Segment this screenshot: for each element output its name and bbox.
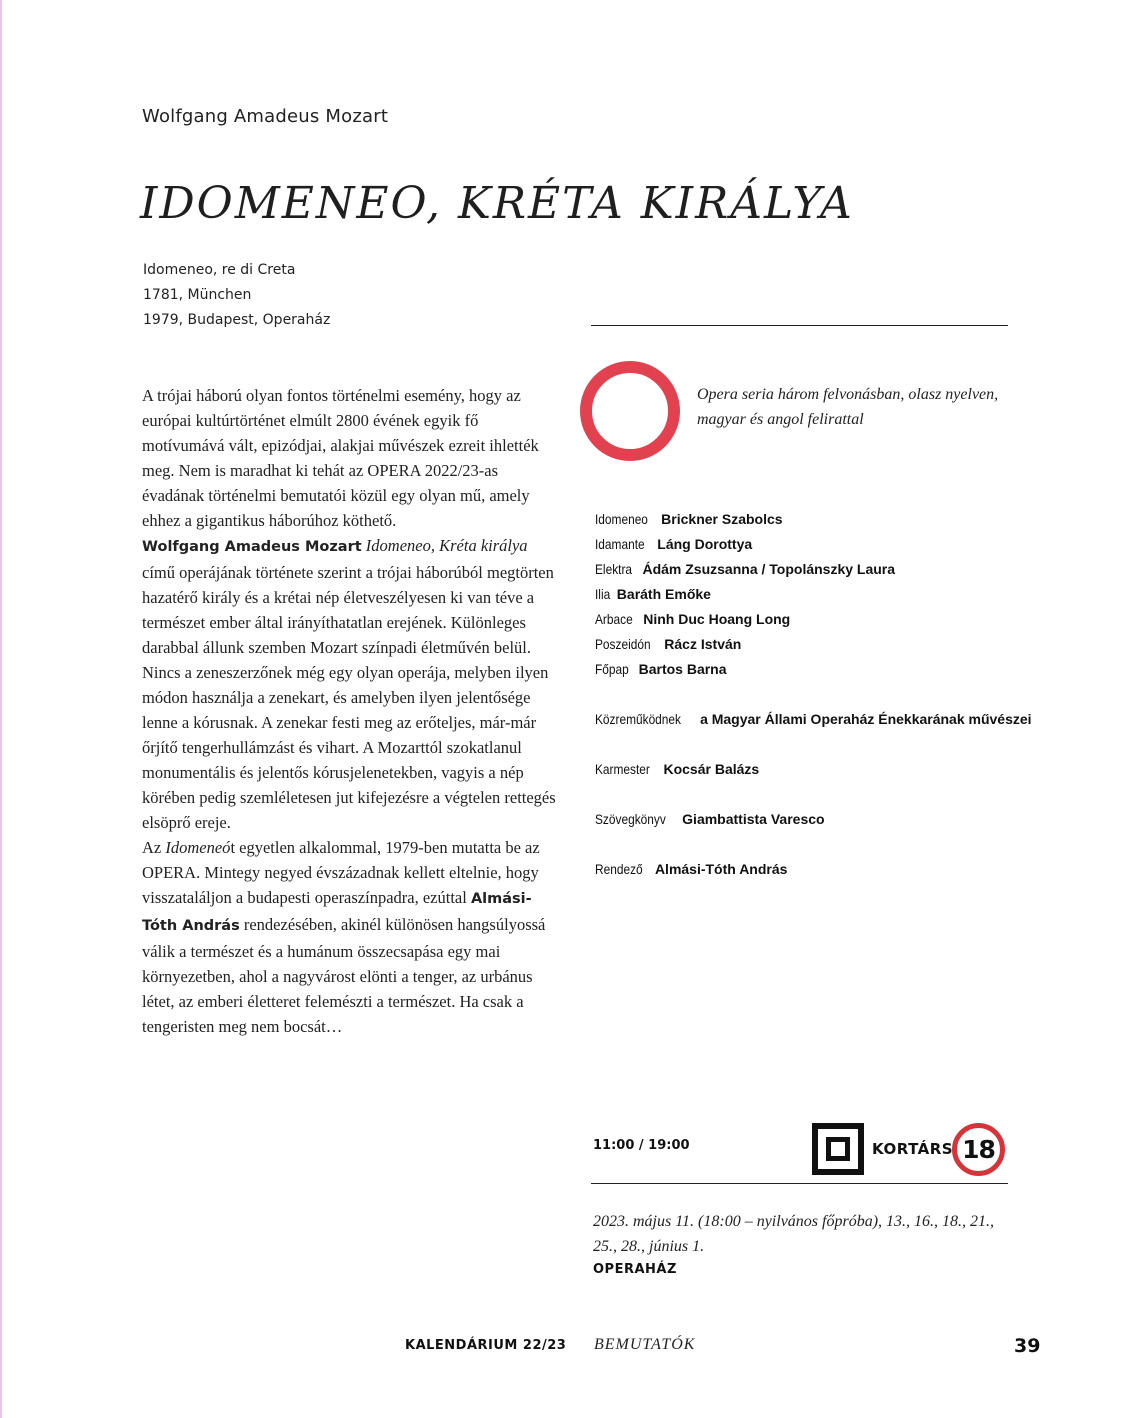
footer-calendar: KALENDÁRIUM 22/23 [405, 1338, 567, 1353]
performance-dates: 2023. május 11. (18:00 – nyilvános főpróba), 13., 16., 18., 21., 25., 28., június 1. [593, 1213, 995, 1255]
page-title: IDOMENEO, KRÉTA KIRÁLYA [140, 178, 854, 229]
credit-row [595, 857, 1032, 882]
venue: OPERAHÁZ [593, 1262, 677, 1277]
production-meta [143, 258, 330, 333]
opera-ring-icon [580, 361, 680, 461]
paragraph-3-start: Az [142, 838, 162, 857]
paragraph-1: A trójai háború olyan fontos történelmi esemény, hogy az európai kultúrtörténet elmúlt 2800 évének egyik fő motívumává vált, epizódjai, alakjai művészek ezreit ihlették meg. Nem is maradhat ki tehát az OPERA 2022/23-as évadának történelmi bemutatói közül egy olyan mű, amely ehhez a gigantikus háborúhoz köthető. [142, 386, 539, 530]
cast-role: Arbace [595, 611, 633, 627]
paragraph-3-text: t egyetlen alkalommal, 1979-ben mutatta be az OPERA. Mintegy negyed évszázadnak kellett eltelnie, hogy visszataláljon a budapesti operaszínpadra, ezúttal [142, 838, 540, 907]
age-rating-badge: 18 [952, 1123, 1005, 1176]
director-bold: Almási-Tóth András [142, 891, 532, 934]
genre-description: Opera seria három felvonásban, olasz nyelven, magyar és angol felirattal [697, 386, 999, 428]
kortars-inner-square [826, 1137, 850, 1161]
performance-times: 11:00 / 19:00 [593, 1138, 690, 1153]
cast-role: Idamante [595, 536, 645, 552]
series-label: KORTÁRS [872, 1140, 954, 1158]
page-edge [0, 0, 2, 1418]
budapest-premiere: 1979, Budapest, Operaház [143, 312, 331, 328]
work-title-italic: Idomeneo, Kréta királya [365, 536, 528, 555]
cast-role: Elektra [595, 561, 633, 577]
cast-row [595, 632, 1032, 657]
paragraph-3 [142, 835, 562, 1039]
credit-name: Giambattista Varesco [682, 811, 825, 827]
composer-name: Wolfgang Amadeus Mozart [142, 106, 389, 127]
kortars-square-icon [812, 1123, 864, 1175]
credit-role: Rendező [595, 861, 643, 877]
composer-bold: Wolfgang Amadeus Mozart [142, 539, 362, 555]
cast-role: Idomeneo [595, 511, 648, 527]
cast-role: Poszeidón [595, 636, 651, 652]
paragraph-2-text: című operájának története szerint a trójai háborúból megtörten hazatérő király és a krétai nép életveszélyesen ki van téve a természet ember által irányíthatatlan erejének. Különleges darabbal állunk szemben Mozart színpadi életművén belül. Nincs a zeneszerzőnek még egy olyan operája, melyben ilyen módon használja a zenekart, és amelyben ilyen jelentősége lenne a kórusnak. A zenekar festi meg az erőteljes, már-már őrjítő tengerhullámzást és vihart. A Mozarttól szokatlanul monumentális és jelentős kórusjelenetekben, vagyis a nép körében pedig szemléletesen jut kifejezésre a végtelen rettegés elsöprő ereje. [142, 563, 556, 832]
cast-name: Ádám Zsuzsanna / Topolánszky Laura [642, 561, 896, 577]
credit-name: Almási-Tóth András [654, 861, 788, 877]
cast-name: Rácz István [664, 636, 742, 652]
credit-row [595, 757, 1032, 782]
credit-role: Karmester [595, 761, 650, 777]
idomeneo-italic: Idomeneó [165, 838, 231, 857]
cast-row [595, 582, 1032, 607]
paragraph-2 [142, 533, 562, 835]
credit-role: Szövegkönyv [595, 811, 666, 827]
footer-section: BEMUTATÓK [594, 1336, 696, 1353]
credit-row [595, 807, 1032, 832]
cast-name: Bartos Barna [638, 661, 727, 677]
credit-row [595, 707, 1032, 732]
cast-row [595, 607, 1032, 632]
cast-row [595, 532, 1032, 557]
divider-top [591, 325, 1008, 326]
cast-list [595, 507, 1032, 882]
cast-row [595, 657, 1032, 682]
credit-role: Közreműködnek [595, 711, 681, 727]
credit-name: Kocsár Balázs [663, 761, 760, 777]
cast-name: Brickner Szabolcs [661, 511, 783, 527]
original-title: Idomeneo, re di Creta [143, 262, 296, 278]
cast-name: Baráth Emőke [616, 586, 711, 602]
cast-name: Ninh Duc Hoang Long [643, 611, 791, 627]
cast-row [595, 557, 1032, 582]
page-number: 39 [1014, 1335, 1041, 1357]
cast-role: Ilia [595, 586, 611, 602]
cast-row [595, 507, 1032, 532]
cast-name: Láng Dorottya [657, 536, 753, 552]
premiere: 1781, München [143, 287, 252, 303]
article-body [142, 383, 562, 1039]
paragraph-3-end: rendezésében, akinél különösen hangsúlyossá válik a természet és a humánum összecsapása egy mai környezetben, ahol a nagyvárost elönti a tenger, az urbánus létet, az emberi életteret felemészti a természet. Ha csak a tengeristen meg nem bocsát… [142, 915, 546, 1036]
cast-role: Főpap [595, 661, 629, 677]
credit-name: a Magyar Állami Operaház Énekkarának művészei [700, 711, 1032, 727]
divider-bottom [591, 1183, 1008, 1184]
